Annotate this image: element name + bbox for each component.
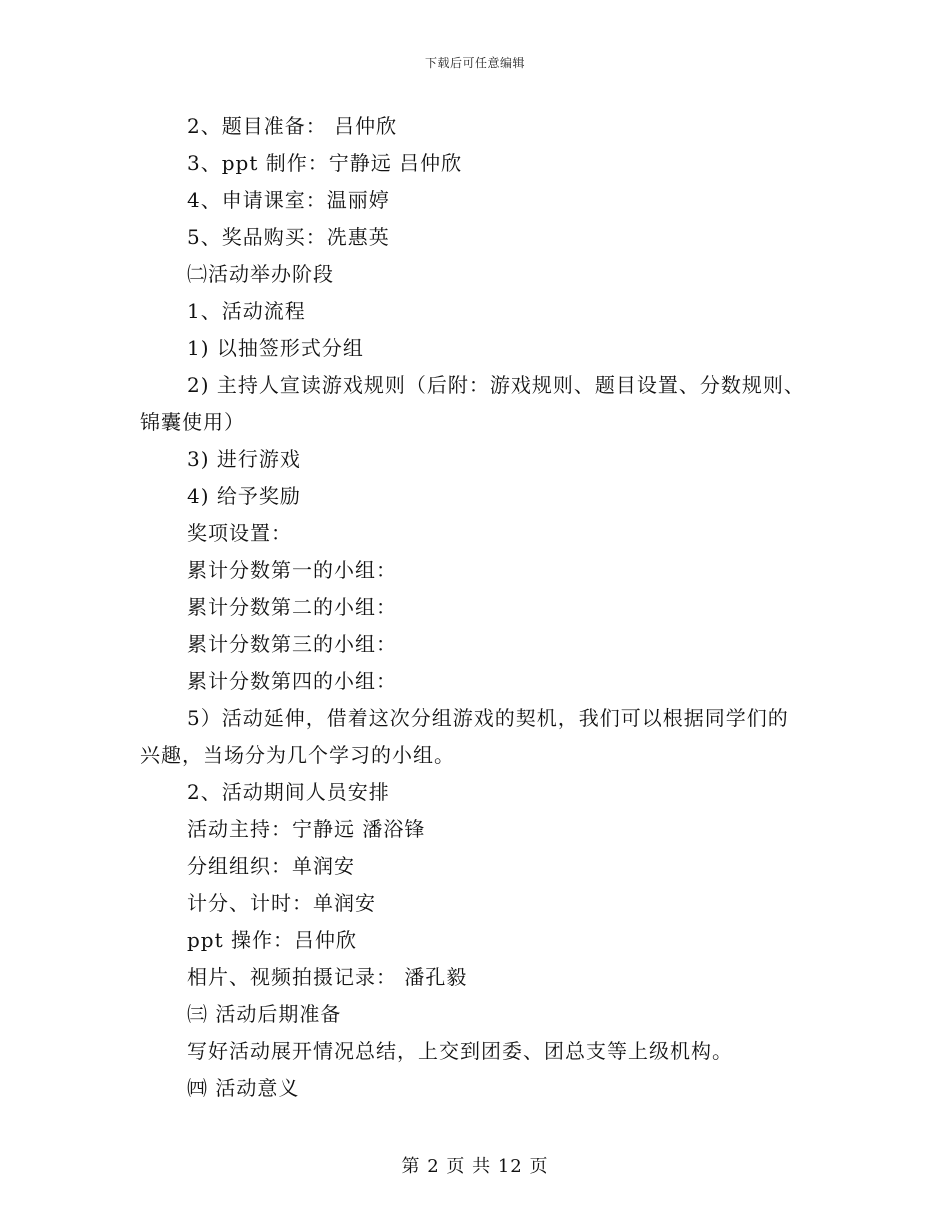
page-header: 下载后可任意编辑 bbox=[424, 56, 525, 70]
text-line: 1、活动流程 bbox=[187, 299, 306, 323]
text-line: 5、奖品购买：冼惠英 bbox=[187, 225, 390, 249]
section-heading: ㈡活动举办阶段 bbox=[187, 262, 334, 286]
text-line: 累计分数第二的小组： bbox=[187, 595, 397, 619]
section-heading: ㈣ 活动意义 bbox=[187, 1076, 300, 1100]
text-line: 3、ppt 制作：宁静远 吕仲欣 bbox=[187, 151, 463, 175]
text-line: 2) 主持人宣读游戏规则（后附：游戏规则、题目设置、分数规则、 bbox=[187, 373, 805, 397]
text-line: 写好活动展开情况总结，上交到团委、团总支等上级机构。 bbox=[187, 1039, 733, 1063]
text-line-continuation: 兴趣，当场分为几个学习的小组。 bbox=[140, 743, 455, 767]
text-line: 奖项设置： bbox=[187, 521, 292, 545]
text-line: 4、申请课室：温丽婷 bbox=[187, 188, 390, 212]
text-line: 累计分数第三的小组： bbox=[187, 632, 397, 656]
page-footer: 第 2 页 共 12 页 bbox=[401, 1156, 549, 1177]
text-line: 累计分数第四的小组： bbox=[187, 669, 397, 693]
text-line: 1) 以抽签形式分组 bbox=[187, 336, 364, 360]
text-line: 3) 进行游戏 bbox=[187, 447, 301, 471]
text-line: 分组组织：单润安 bbox=[187, 854, 355, 878]
text-line: ppt 操作：吕仲欣 bbox=[187, 928, 357, 952]
section-heading: ㈢ 活动后期准备 bbox=[187, 1002, 342, 1026]
text-line: 累计分数第一的小组： bbox=[187, 558, 397, 582]
text-line: 活动主持：宁静远 潘浴锋 bbox=[187, 817, 426, 841]
text-line: 2、活动期间人员安排 bbox=[187, 780, 390, 804]
text-line: 5）活动延伸，借着这次分组游戏的契机，我们可以根据同学们的 bbox=[187, 706, 789, 730]
text-line: 计分、计时：单润安 bbox=[187, 891, 376, 915]
document-body bbox=[140, 108, 830, 1107]
text-line: 相片、视频拍摄记录： 潘孔毅 bbox=[187, 965, 468, 989]
text-line: 4) 给予奖励 bbox=[187, 484, 301, 508]
text-line: 2、题目准备： 吕仲欣 bbox=[187, 114, 398, 138]
text-line-continuation: 锦囊使用） bbox=[140, 410, 245, 434]
